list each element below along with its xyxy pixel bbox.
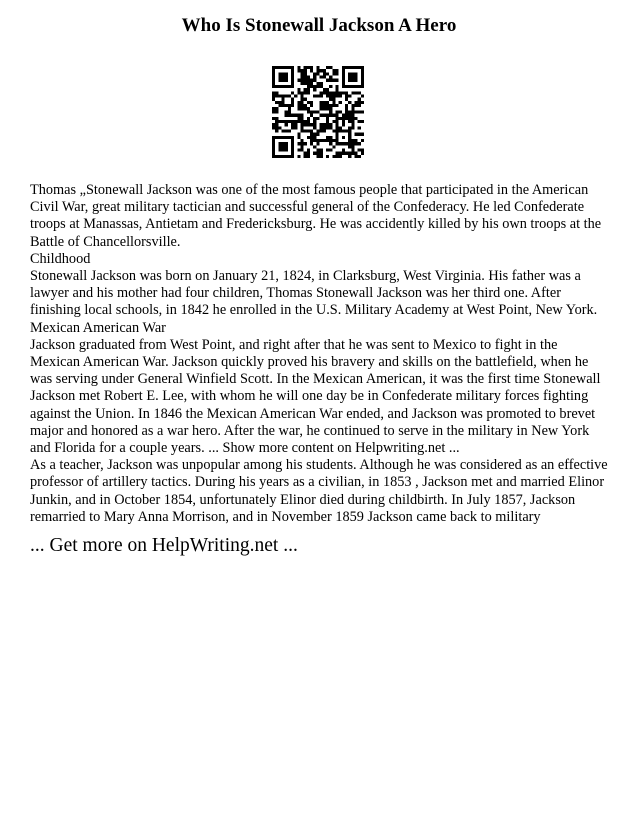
qr-code-graphic — [272, 66, 364, 158]
teacher-paragraph: As a teacher, Jackson was unpopular among his students. Although he was considered as an effective professor of artillery tactics. During his years as a civilian, in 1853 , Jackson met and married Elinor Junkin, and in October 1854, unfortunately Elinor died during childbirth. In July 1857, Jackson remarried to Mary Anna Morrison, and in November 1859 Jackson came back to military — [30, 457, 608, 525]
section-heading-mexican-american-war: Mexican American War — [30, 319, 166, 336]
page-title: Who Is Stonewall Jackson A Hero — [181, 15, 457, 36]
article-body — [30, 182, 610, 526]
childhood-paragraph: Stonewall Jackson was born on January 21, 1824, in Clarksburg, West Virginia. His father was a lawyer and his mother had four children, Thomas Stonewall Jackson was her third one. After finishing local schools, in 1842 he enrolled in the U.S. Military Academy at West Point, New York. — [30, 268, 598, 319]
qr-code-icon — [272, 66, 364, 158]
section-heading-childhood: Childhood — [30, 250, 91, 267]
get-more-link[interactable]: ... Get more on HelpWriting.net ... — [30, 535, 298, 556]
war-paragraph: Jackson graduated from West Point, and right after that he was sent to Mexico to fight in the Mexican American War. Jackson quickly proved his bravery and skills on the battlefield, when he was serving under General Winfield Scott. In the Mexican American, it was the first time Stonewall Jackson met Robert E. Lee, with whom he will one day be in Confederate military forces fighting against the Union. In 1846 the Mexican American War ended, and Jackson was promoted to brevet major and honored as a war hero. After the war, he continued to serve in the military in New York and Florida for a couple years. ... Show more content on Helpwriting.net ... — [30, 336, 601, 457]
intro-paragraph: Thomas „Stonewall Jackson was one of the most famous people that participated in the American Civil War, great military tactician and successful general of the Confederacy. He led Confederate troops at Manassas, Antietam and Fredericksburg. He was accidently killed by his own troops at the Battle of Chancellorsville. — [30, 182, 602, 250]
